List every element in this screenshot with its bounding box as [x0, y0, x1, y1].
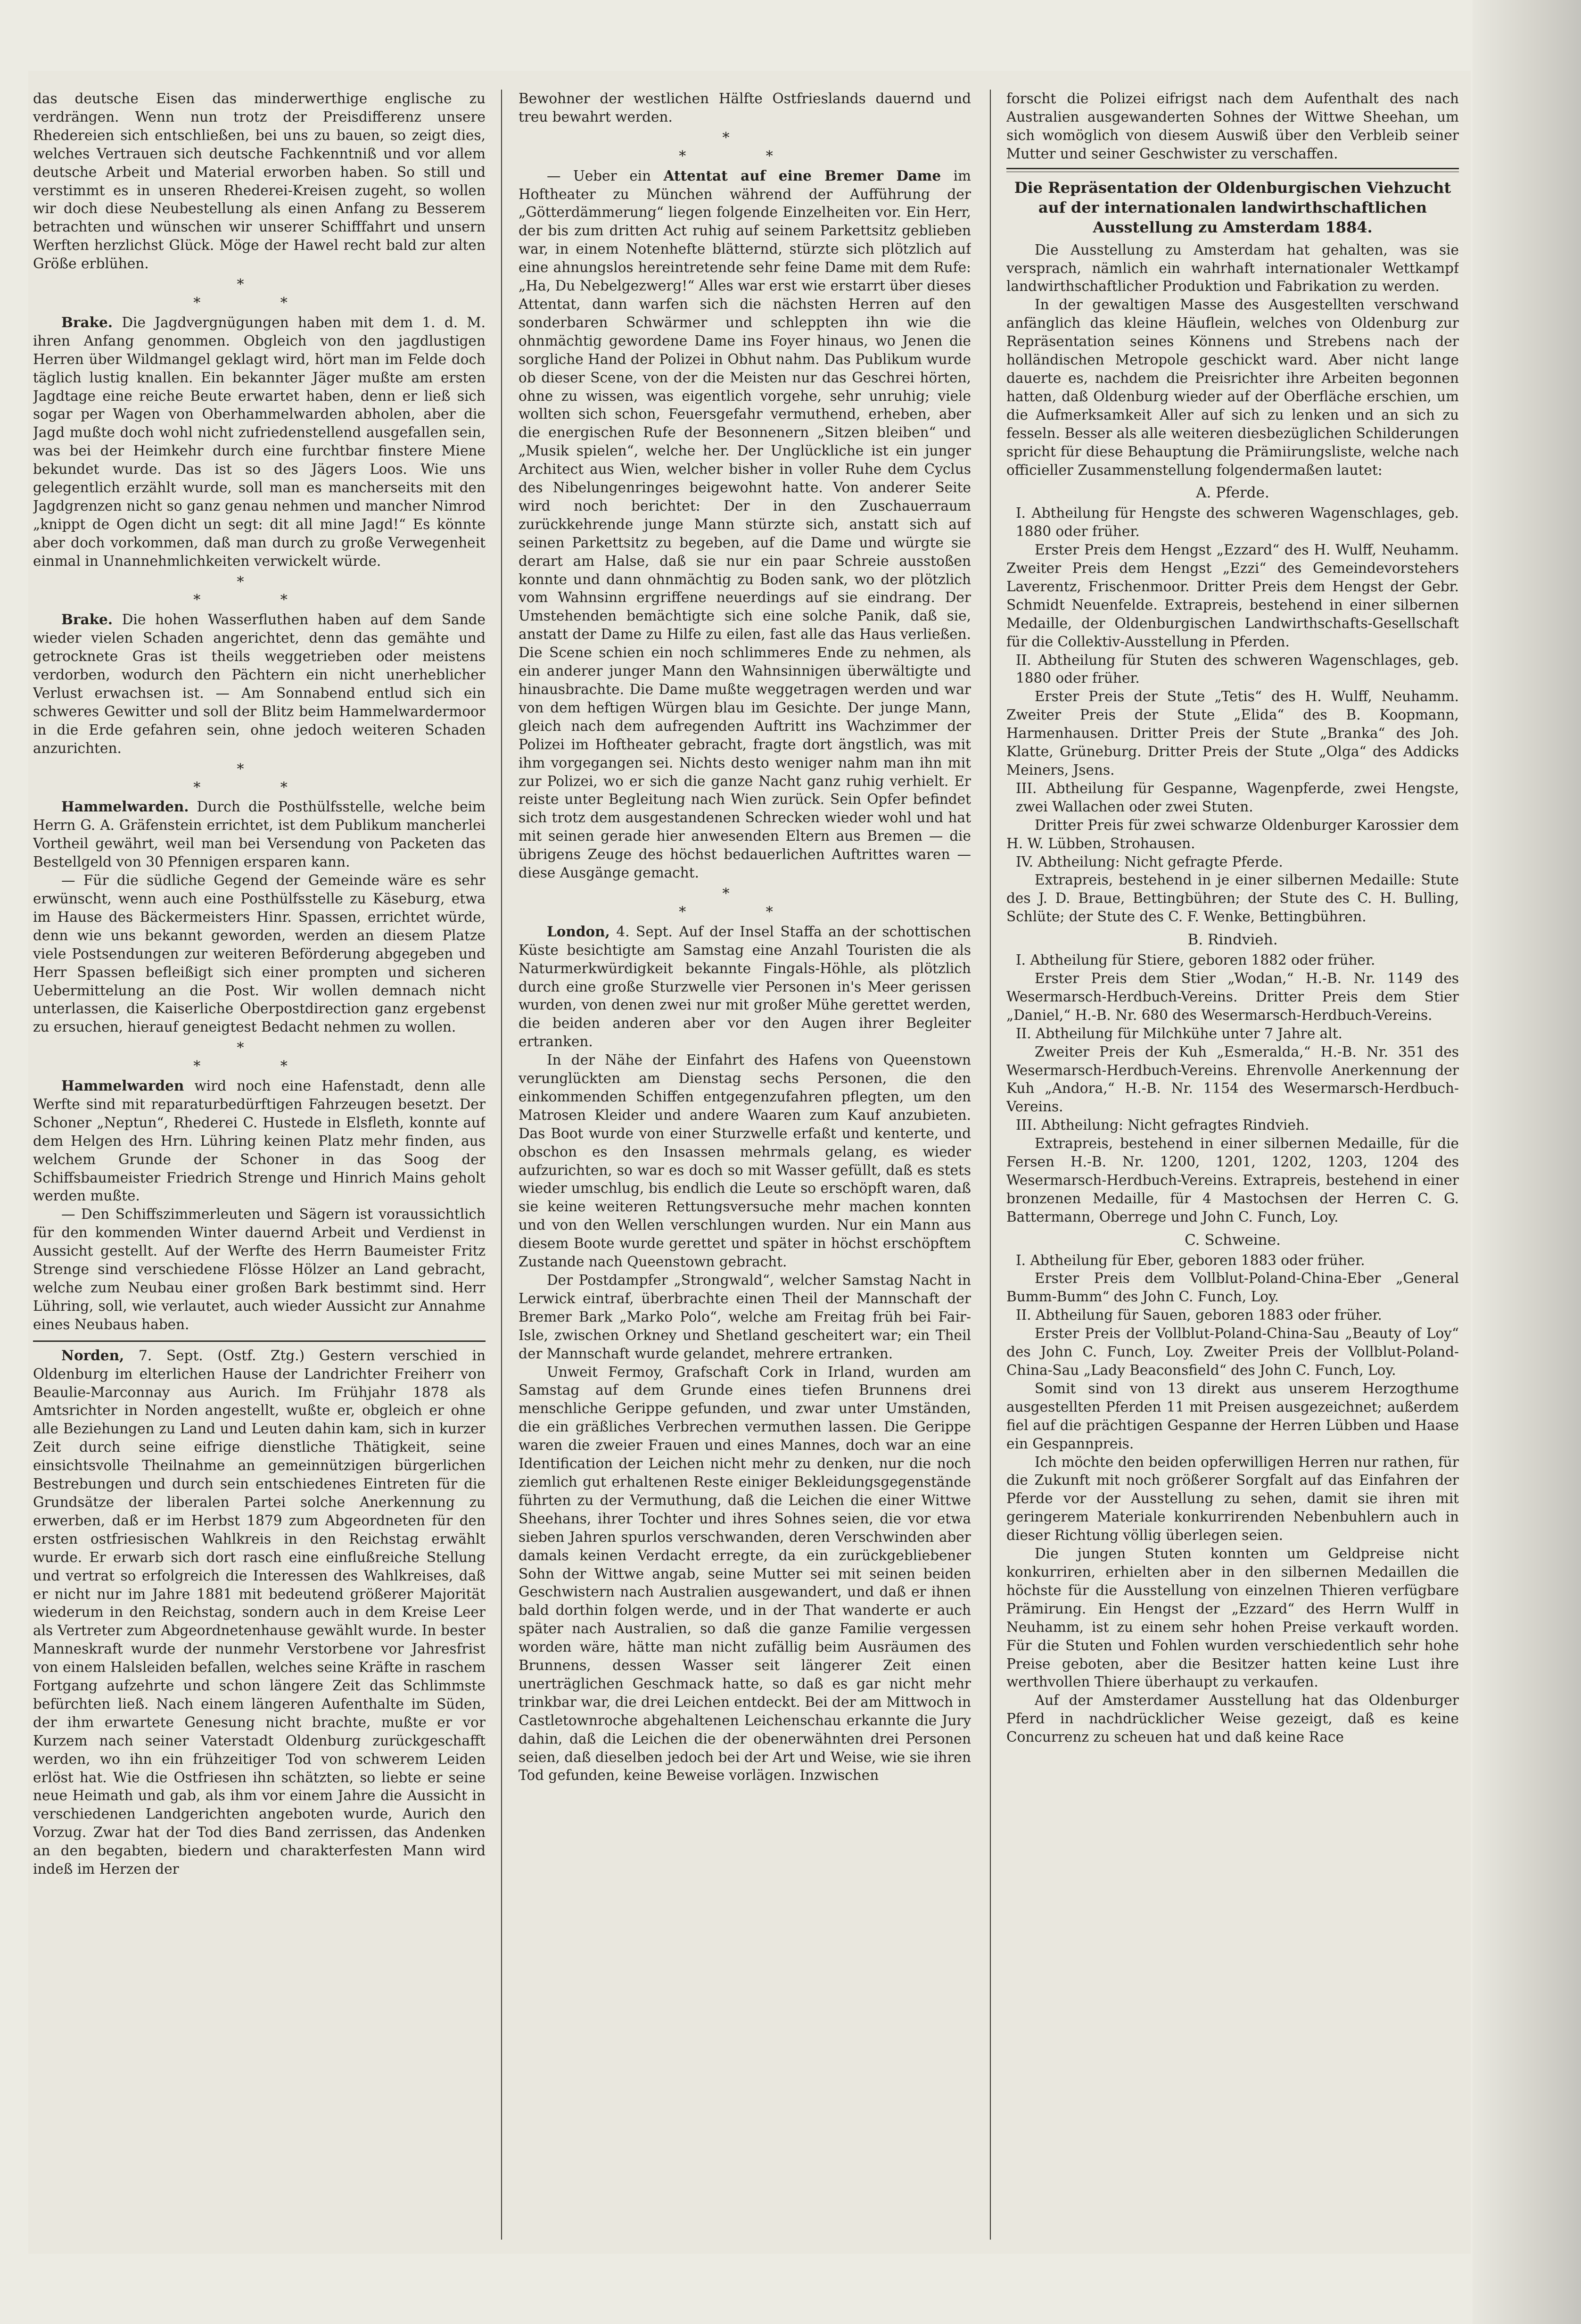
separator-stars: * * *	[679, 885, 811, 920]
division-heading: II. Abtheilung für Stuten des schweren Wagenschlages, geb. 1880 oder früher.	[1016, 652, 1459, 686]
paragraph-conclusion: Auf der Amsterdamer Ausstellung hat das Oldenburger Pferd in nachdrücklicher Weise gezeigt, daß es keine Concurrenz zu scheuen hat und daß keine Race	[1006, 1692, 1459, 1745]
headline-hammelwarden: Hammelwarden.	[61, 798, 189, 815]
award-text: Extrapreis, bestehend in je einer silbernen Medaille: Stute des J. D. Braue, Bettingbühren; der Stute des C. H. Bulling, Schlüte; der Stute des C. F. Wenke, Bettingbühren.	[1006, 872, 1459, 925]
paragraph-advice: Ich möchte den beiden opferwilligen Herren nur rathen, für die Zukunft mit noch größerer Sorgfalt auf das Einfahren der Pferde vor der Ausstellung zu sehen, damit sie ihren mit geringerem Materiale konkurrirenden Nebenbuhlern auch in dieser Richtung völlig überlegen seien.	[1006, 1454, 1459, 1544]
paragraph-intro: Die Ausstellung zu Amsterdam hat gehalten, was sie versprach, nämlich ein wahrhaft internationaler Wettkampf landwirthschaftlicher Produktion und Fabrikation zu werden.	[1006, 241, 1459, 295]
paragraph-continued: forscht die Polizei eifrigst nach dem Aufenthalt des nach Australien ausgewanderten Sohnes der Wittwe Sheehan, um sich womöglich von diesem Auswiß über den Verbleib seiner Mutter und seiner Geschwister zu verschaffen.	[1006, 91, 1459, 162]
award-text: Extrapreis, bestehend in einer silbernen Medaille, für die Fersen H.-B. Nr. 1200, 1201, 1202, 1203, 1204 des Wesermarsch-Herdbuch-Vereins. Extrapreis, bestehend in einer bronzenen Medaille, für 4 Mastochsen der Herren C. G. Battermann, Oberrege und John C. Funch, Loy.	[1006, 1135, 1459, 1225]
division-heading: III. Abtheilung: Nicht gefragtes Rindvieh.	[1016, 1117, 1309, 1133]
separator-stars: * * *	[193, 761, 325, 796]
paragraph-fermoy: Unweit Fermoy, Grafschaft Cork in Irland, wurden am Samstag auf dem Grunde eines tiefen Brunnens drei menschliche Gerippe gefunden, und zwar unter Umständen, die ein gräßliches Verbrechen vermuthen lassen. Die Gerippe waren die zweier Frauen und eines Mannes, doch war an eine Identification der Leichen nicht mehr zu denken, nur die noch ziemlich gut erhaltenen Reste einiger Bekleidungsgegenstände führten zu der Vermuthung, daß die Leichen die einer Wittwe Sheehans, ihrer Tochter und ihres Sohnes seien, die vor etwa sieben Jahren spurlos verschwanden, deren Verschwinden aber damals keinen Verdacht erregte, da ein zurückgebliebener Sohn der Wittwe angab, seine Mutter sei mit seinen beiden Geschwistern nach Australien ausgewandert, und daß er ihnen bald dorthin folgen werde, und in der That wanderte er auch später nach Australien, so daß die ganze Familie vergessen worden wäre, hätte man nicht zufällig beim Ausräumen des Brunnens, dessen Wasser seit längerer Zeit einen unerträglichen Geschmack hatte, so daß es gar nicht mehr trinkbar war, die drei Leichen entdeckt. Bei der am Mittwoch in Castletownroche abgehaltenen Leichenschau erkannte die Jury dahin, daß die Leichen die der obenerwähnten drei Personen seien, daß dieselben jedoch bei der Art und Weise, wie sie ihren Tod gefunden, keine Beweise vorlägen. Inzwischen	[519, 1364, 971, 1784]
section-heading-horses: A. Pferde.	[1196, 484, 1269, 502]
headline-brake: Brake.	[61, 314, 113, 331]
paragraph-shipping: das deutsche Eisen das minderwerthige englische zu verdrängen. Wenn nun trotz der Preisdifferenz unsere Rhedereien sich entschließen, bei uns zu bauen, so zeigt dies, welches Vertrauen sich deutsche Fachkenntniß und vor allem deutsche Arbeit und Material erworben haben. So still und verstimmt es in unseren Rhederei-Kreisen zugeht, so wollen wir doch diese Neubestellung als einen Anfang zu Besserem betrachten und wünschen wir unserer Schifffahrt und unsern Werften herzlichst Glück. Möge der Hawel recht bald zur alten Größe erblühen.	[33, 91, 486, 272]
paragraph-intro-2: In der gewaltigen Masse des Ausgestellten verschwand anfänglich das kleine Häuflein, welches von Oldenburg zur Repräsentation seines Könnens und Strebens nach der holländischen Metropole geschickt ward. Aber nicht lange dauerte es, nachdem die Preisrichter ihre Arbeiten begonnen hatten, daß Oldenburg wieder auf der Oberfläche erschien, um die Aufmerksamkeit Aller auf sich zu lenken und an sich zu fesseln. Besser als alle weiteren diesbezüglichen Schilderungen spricht für diese Behauptung die Prämiirungsliste, welche nach officieller Zusammenstellung folgendermaßen lautet:	[1006, 297, 1459, 478]
paragraph-continued: Bewohner der westlichen Hälfte Ostfrieslands dauernd und treu bewahrt werden.	[519, 91, 971, 125]
headline-brake: Brake.	[61, 611, 113, 628]
column-divider	[990, 90, 991, 2240]
paragraph-hammelwarden-harbour-2: — Den Schiffszimmerleuten und Sägern ist voraussichtlich für den kommenden Winter dauernd Arbeit und Verdienst in Aussicht gestellt. Auf der Werfte des Herrn Baumeister Fritz Strenge sind verschiedene Flösse Hölzer an Land gebracht, welche zum Neubau einer großen Bark bestimmt sind. Herr Lühring, soll, wie verlautet, auch wieder Aussicht zur Annahme eines Neubaus haben.	[33, 1206, 486, 1332]
award-text: Erster Preis der Stute „Tetis“ des H. Wulff, Neuhamm. Zweiter Preis der Stute „Elida“ des B. Koopmann, Harmenhausen. Dritter Preis der Stute „Branka“ des Joh. Klatte, Grüneburg. Dritter Preis der Stute „Olga“ des Addicks Meiners, Jsens.	[1006, 688, 1459, 778]
column-2	[519, 90, 971, 2240]
column-1	[33, 90, 486, 2240]
paragraph-summary: Somit sind von 13 direkt aus unserem Herzogthume ausgestellten Pferden 11 mit Preisen ausgezeichnet; außerdem fiel auf die prächtigen Gespanne der Herren Lübben und Haase ein Gespannpreis.	[1006, 1380, 1459, 1452]
division-heading: I. Abtheilung für Hengste des schweren Wagenschlages, geb. 1880 oder früher.	[1016, 505, 1459, 540]
award-text: Zweiter Preis der Kuh „Esmeralda,“ H.-B. Nr. 351 des Wesermarsch-Herdbuch-Vereins. Ehrenvolle Anerkennung der Kuh „Andora,“ H.-B. Nr. 1154 des Wesermarsch-Herdbuch-Vereins.	[1006, 1043, 1459, 1115]
paragraph-strongwald: Der Postdampfer „Strongwald“, welcher Samstag Nacht in Lerwick eintraf, überbrachte einen Theil der Mannschaft der Bremer Bark „Marko Polo“, welche am Freitag früh bei Fair-Isle, zwischen Orkney und Shetland gescheitert war; ein Theil der Mannschaft wurde gelandet, mehrere ertranken.	[519, 1272, 971, 1362]
article-hammelwarden-post: Hammelwarden. Durch die Posthülfsstelle, welche beim Herrn G. A. Gräfenstein errichtet, ist dem Publikum mancherlei Vortheil gewährt, weil man bei Versendung von Packeten das Bestellgeld von 30 Pfennigen ersparen kann.	[33, 798, 486, 870]
award-text: Erster Preis dem Hengst „Ezzard“ des H. Wulff, Neuhamm. Zweiter Preis dem Hengst „Ezzi“ des Gemeindevorstehers Laverentz, Frischenmoor. Dritter Preis dem Hengst der Gebr. Schmidt Neuenfelde. Extrapreis, bestehend in einer silbernen Medaille, der Oldenburgischen Landwirthschafts-Gesellschaft für die Collektiv-Ausstellung in Pferden.	[1006, 542, 1459, 650]
award-text: Erster Preis der Vollblut-Poland-China-Sau „Beauty of Loy“ des John C. Funch, Loy. Zweiter Preis der Vollblut-Poland-China-Sau „Lady Beaconsfield“ des John C. Funch, Loy.	[1006, 1325, 1459, 1378]
headline-attentat: Attentat auf eine Bremer Dame	[663, 167, 941, 184]
award-text: Dritter Preis für zwei schwarze Oldenburger Karossier dem H. W. Lübben, Strohausen.	[1006, 817, 1459, 852]
award-text: Erster Preis dem Vollblut-Poland-China-Eber „General Bumm-Bumm“ des John C. Funch, Loy.	[1006, 1270, 1459, 1305]
article-norden: Norden, 7. Sept. (Ostf. Ztg.) Gestern verschied in Oldenburg im elterlichen Hause der Landrichter Freiherr von Beaulie-Marconnay aus Aurich. Im Frühjahr 1878 als Amtsrichter in Norden angestellt, wußte er, obgleich er ohne alle Beziehungen zu Land und Leuten dahin kam, sich in kurzer Zeit durch seine eifrige dienstliche Thätigkeit, seine einsichtsvolle Theilnahme an gemeinnützigen bürgerlichen Bestrebungen und durch sein entschiedenes Eintreten für die Grundsätze der liberalen Partei solche Anerkennung zu erwerben, daß er im Herbst 1879 zum Abgeordneten für den ersten ostfriesischen Wahlkreis in den Reichstag erwählt wurde. Er erwarb sich dort rasch eine einflußreiche Stellung und vertrat so erfolgreich die Interessen des Wahlkreises, daß er nicht nur im Jahre 1881 mit bedeutend größerer Majorität wiederum in den Reichstag, sondern auch in dem Kreise Leer als Vertreter zum Abgeordnetenhause gewählt wurde. In bester Manneskraft wurde der nunmehr Verstorbene vor Jahresfrist von einem Halsleiden befallen, welches seine Kräfte in raschem Fortgang aufzehrte und schon längere Zeit das Schlimmste befürchten ließ. Nach einem längeren Aufenthalte im Süden, der ihm erwartete Genesung nicht brachte, mußte er vor Kurzem nach seiner Vaterstadt Oldenburg zurückgeschafft werden, wo ihn ein frühzeitiger Tod von schwerem Leiden erlöst hat. Wie die Ostfriesen ihn schätzten, so liebte er seine neue Heimath und gab, als ihm vor einem Jahre die Aussicht in verschiedenen Landgerichten angeboten wurde, Aurich den Vorzug. Zwar hat der Tod dies Band zerrissen, das Andenken an den begabten, biedern und charakterfesten Mann wird indeß im Herzen der	[33, 1347, 486, 1877]
paragraph-young-mares: Die jungen Stuten konnten um Geldpreise nicht konkurriren, erhielten aber in den silbernen Medaillen die höchste für die Ausstellung von einzelnen Thieren verfügbare Prämirung. Ein Hengst der „Ezzard“ des Herrn Wulff in Neuhamm, ist zu einem sehr hohen Preise verkauft worden. Für die Stuten und Fohlen wurden verschiedentlich sehr hohe Preise geboten, aber die Besitzer hatten keine Lust ihre werthvollen Thiere überhaupt zu verkaufen.	[1006, 1546, 1459, 1690]
article-hammelwarden-harbour: Hammelwarden wird noch eine Hafenstadt, denn alle Werfte sind mit reparaturbedürftigen Fahrzeugen besetzt. Der Schoner „Neptun“, Rhederei C. Hustede in Elsfleth, konnte auf dem Helgen des Hrn. Lühring keinen Platz mehr finden, aus welchem Grunde der Schoner in das Soog der Schiffsbaumeister Friedrich Strenge und Hinrich Mains geholt werden mußte.	[33, 1077, 486, 1204]
division-heading: I. Abtheilung für Stiere, geboren 1882 oder früher.	[1016, 952, 1375, 968]
article-attentat: — Ueber ein Attentat auf eine Bremer Dame im Hoftheater zu München während der Aufführung der „Götterdämmerung“ liegen folgende Einzelheiten vor. Ein Herr, der bis zum dritten Act ruhig auf seinem Parkettsitz geblieben war, in einem Notenhefte blätternd, stürzte sich plötzlich auf eine ahnungslos hereintretende sehr feine Dame mit dem Rufe: „Ha, Du Nebelgezwerg!“ Alles war erst wie erstarrt über dieses Attentat, dann warfen sich die nächsten Herren auf den sonderbaren Schwärmer und schleppten ihn wie die ohnmächtig gewordene Dame ins Foyer hinaus, wo Jenen die sorgliche Hand der Polizei in Obhut nahm. Das Publikum wurde ob dieser Scene, von der die Meisten nur das Geschrei hörten, ohne zu wissen, was eigentlich vorgehe, sehr unruhig; viele wollten sich schon, Feuersgefahr vermuthend, erheben, aber die energischen Rufe der Besonnenern „Sitzen bleiben“ und „Musik spielen“, welche her. Der Unglückliche ist ein junger Architect aus Wien, welcher bisher in voller Ruhe dem Cyclus des Nibelungenringes beigewohnt hatte. Von anderer Seite wird noch berichtet: Der in den Zuschauerraum zurückkehrende junge Mann stürzte sich, anstatt sich auf seinen Parkettsitz zu begeben, auf die Dame und würgte sie derart am Halse, daß sie nur ein paar Schreie ausstoßen konnte und dann ohnmächtig zu Boden sank, wo der plötzlich vom Wahnsinn ergriffene neuerdings auf sie eindrang. Der Umstehenden bemächtigte sich eine solche Panik, daß sie, anstatt der Dame zu Hilfe zu eilen, fast alle das Haus verließen. Die Scene schien ein noch schlimmeres Ende zu nehmen, als ein anderer junger Mann den Wahnsinnigen überwältigte und hinausbrachte. Die Dame mußte weggetragen werden und war von dem heftigen Würgen blau im Gesichte. Der junge Mann, gleich nach dem aufregenden Auftritt ins Wachzimmer der Polizei im Hoftheater gebracht, fragte dort ängstlich, was mit ihm vorgegangen sei. Nichts desto weniger nahm man ihn mit zur Polizei, wo er sich die ganze Nacht ganz ruhig verhielt. Er reiste unter Begleitung nach Wien zurück. Sein Opfer befindet sich trotz dem ausgestandenen Schrecken wieder wohl und hat mit seinen gerade hier anwesenden Eltern aus Bremen — die übrigens Zeuge des höchst bedauerlichen Auftrittes waren — diese Ausgänge gemacht.	[519, 167, 971, 881]
headline-norden: Norden,	[61, 1347, 124, 1364]
headline-london: London,	[547, 923, 610, 940]
newspaper-page	[28, 71, 1471, 2254]
article-brake-flood: Brake. Die hohen Wasserfluthen haben auf dem Sande wieder vielen Schaden angerichtet, denn das gemähte und getrocknete Gras ist theils weggetrieben oder meistens verdorben, wodurch den Pächtern ein nicht unerheblicher Verlust erwachsen ist. — Am Sonnabend entlud sich ein schweres Gewitter und soll der Blitz beim Hammelwardermoor in die Erde gefahren sein, ohne jedoch weiteren Schaden anzurichten.	[33, 611, 486, 756]
paragraph-hammelwarden-post-2: — Für die südliche Gegend der Gemeinde wäre es sehr erwünscht, wenn auch eine Posthülfsstelle zu Käseburg, etwa im Hause des Bäckermeisters Hinr. Spassen, errichtet würde, denn wie uns bekannt geworden, werden an diesem Platze viele Postsendungen zur weiteren Beförderung abgegeben und Herr Spassen befleißigt sich einer prompten und sicheren Uebermittelung an die Post. Wir wollen demnach nicht unterlassen, die Kaiserliche Oberpostdirection ganz ergebenst zu ersuchen, hierauf geneigtest Bedacht nehmen zu wollen.	[33, 872, 486, 1035]
separator-stars: * * *	[679, 129, 811, 165]
article-london: London, 4. Sept. Auf der Insel Staffa an der schottischen Küste besichtigte am Samstag eine Anzahl Touristen die als Naturmerkwürdigkeit bekannte Fingals-Höhle, als plötzlich durch eine große Sturzwelle vier Personen in's Meer gerissen wurden, von denen zwei nur mit großer Mühe gerettet werden, die beiden anderen aber vor den Augen ihrer Begleiter ertranken.	[519, 923, 971, 1050]
divider-double-rule	[1006, 168, 1459, 172]
divider-rule	[33, 1340, 486, 1342]
headline-hammelwarden: Hammelwarden	[61, 1077, 184, 1094]
column-3	[1006, 90, 1459, 2240]
column-divider	[501, 90, 502, 2240]
separator-stars: * * *	[193, 276, 325, 311]
division-heading: III. Abtheilung für Gespanne, Wagenpferde, zwei Hengste, zwei Wallachen oder zwei Stuten.	[1016, 780, 1459, 815]
division-heading: II. Abtheilung für Sauen, geboren 1883 oder früher.	[1016, 1307, 1382, 1323]
division-heading: I. Abtheilung für Eber, geboren 1883 oder früher.	[1016, 1252, 1365, 1268]
award-text: Erster Preis dem Stier „Wodan,“ H.-B. Nr. 1149 des Wesermarsch-Herdbuch-Vereins. Dritter Preis dem Stier „Daniel,“ H.-B. Nr. 680 des Wesermarsch-Herdbuch-Vereins.	[1006, 970, 1459, 1023]
section-heading-cattle: B. Rindvieh.	[1187, 931, 1278, 949]
article-brake-hunting: Brake. Die Jagdvergnügungen haben mit dem 1. d. M. ihren Anfang genommen. Obgleich von den jagdlustigen Herren über Wildmangel geklagt wird, hört man im Felde doch täglich lustig knallen. Ein bekannter Jäger mußte am ersten Jagdtage eine reiche Beute erwartet haben, denn er ließ sich sogar per Wagen von Oberhammelwarden abholen, aber die Jagd mußte doch wohl nicht zufriedenstellend ausgefallen sein, was bei der Heimkehr durch eine furchtbar finstere Miene bekundet wurde. Das ist so des Jägers Loos. Wie uns gelegentlich erzählt wurde, soll man es mancherseits mit den Jagdgrenzen nicht so ganz genau nehmen und mancher Nimrod „knippt de Ogen dicht un segt: dit all mine Jagd!“ Es könnte aber doch vorkommen, daß man durch zu große Verwegenheit einmal in Unannehmlichkeiten verwickelt würde.	[33, 314, 486, 569]
division-heading: II. Abtheilung für Milchkühe unter 7 Jahre alt.	[1016, 1025, 1342, 1042]
section-heading-pigs: C. Schweine.	[1185, 1231, 1281, 1249]
division-heading: IV. Abtheilung: Nicht gefragte Pferde.	[1016, 853, 1283, 870]
dateline-london: 4. Sept.	[609, 923, 673, 940]
book-spine-shadow	[1473, 0, 1581, 2324]
separator-stars: * * *	[193, 1040, 325, 1075]
separator-stars: * * *	[193, 573, 325, 609]
paragraph-queenstown: In der Nähe der Einfahrt des Hafens von Queenstown verunglückten am Dienstag sechs Personen, die den einkommenden Schiffen entgegenzufahren pflegten, um den Matrosen Kleider und andere Waaren zum Kauf anzubieten. Das Boot wurde von einer Sturzwelle erfaßt und kenterte, und obschon es den Insassen mehrmals gelang, es wieder aufzurichten, so war es doch so mit Wasser gefüllt, daß es stets wieder umschlug, bis endlich die Leute so erschöpft waren, daß sie keine weiteren Rettungsversuche mehr machen konnten und von den Wellen verschlungen wurden. Nur ein Mann aus diesem Boote wurde gerettet und später in höchst erschöpftem Zustande nach Queenstown gebracht.	[519, 1052, 971, 1270]
dateline-norden: 7. Sept. (Ostf. Ztg.)	[124, 1347, 305, 1364]
article-title-amsterdam: Die Repräsentation der Oldenburgischen Viehzucht auf der internationalen landwirthschaftlichen Ausstellung zu Amsterdam 1884.	[1014, 178, 1451, 236]
